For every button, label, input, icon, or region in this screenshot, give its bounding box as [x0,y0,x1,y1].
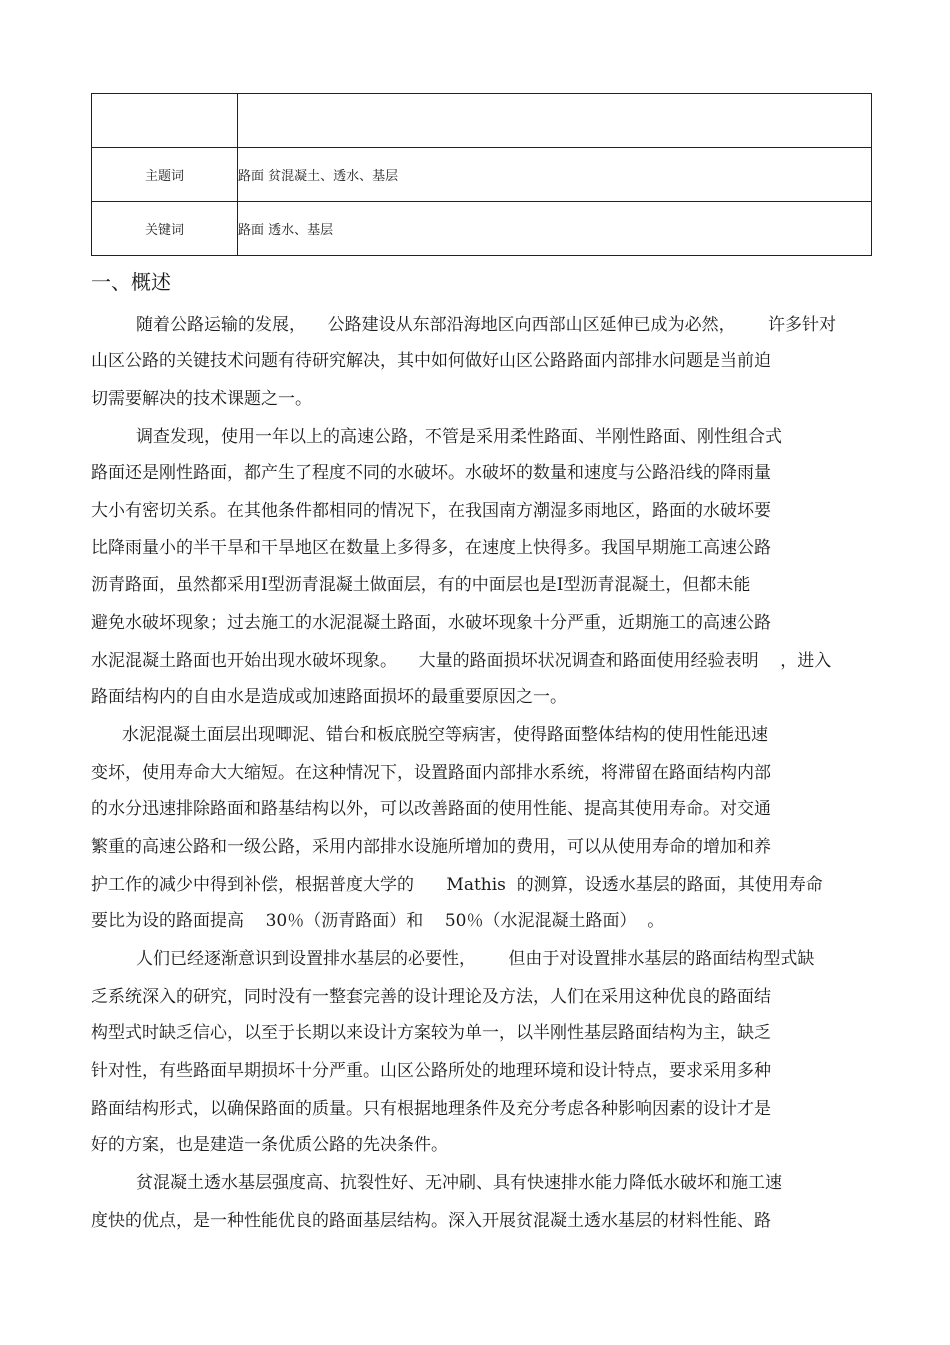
body-line: 繁重的高速公路和一级公路，采用内部排水设施所增加的费用，可以从使用寿命的增加和养 [91,837,771,857]
body-line: 调查发现，使用一年以上的高速公路，不管是采用柔性路面、半刚性路面、刚性组合式 [136,427,782,447]
section-heading: 一、概述 [91,270,171,294]
body-line: 水泥混凝土路面也开始出现水破坏现象。 大量的路面损坏状况调查和路面使用经验表明 ，进入 [91,651,832,671]
keywords-value: 路面 透水、基层 [238,202,872,256]
body-line: 随着公路运输的发展， 公路建设从东部沿海地区向西部山区延伸已成为必然， 许多针对 [136,315,837,335]
body-line: 水泥混凝土面层出现唧泥、错台和板底脱空等病害，使得路面整体结构的使用性能迅速 [122,725,768,745]
table-row [92,94,872,148]
body-line: 要比为设的路面提高 30％（沥青路面）和 50％（水泥混凝土路面） 。 [91,911,665,931]
body-line: 切需要解决的技术课题之一。 [91,389,312,409]
subject-words-value: 路面 贫混凝土、透水、基层 [238,148,872,202]
body-line: 好的方案，也是建造一条优质公路的先决条件。 [91,1135,448,1155]
body-line: 路面结构内的自由水是造成或加速路面损坏的最重要原因之一。 [91,687,567,707]
body-line: 护工作的减少中得到补偿，根据普度大学的 Mathis 的测算，设透水基层的路面，其使用寿命 [91,875,823,895]
table-cell-label [92,94,238,148]
body-line: 避免水破坏现象；过去施工的水泥混凝土路面，水破坏现象十分严重，近期施工的高速公路 [91,613,771,633]
keyword-table [91,93,872,256]
body-line: 贫混凝土透水基层强度高、抗裂性好、无冲刷、具有快速排水能力降低水破坏和施工速 [136,1173,782,1193]
subject-words-label: 主题词 [92,148,238,202]
body-line: 路面还是刚性路面，都产生了程度不同的水破坏。水破坏的数量和速度与公路沿线的降雨量 [91,463,771,483]
table-row [92,148,872,202]
body-line: 的水分迅速排除路面和路基结构以外，可以改善路面的使用性能、提高其使用寿命。对交通 [91,799,771,819]
body-line: 比降雨量小的半干旱和干旱地区在数量上多得多，在速度上快得多。我国早期施工高速公路 [91,538,771,558]
body-line: 大小有密切关系。在其他条件都相同的情况下，在我国南方潮湿多雨地区，路面的水破坏要 [91,501,771,521]
body-line: 路面结构形式，以确保路面的质量。只有根据地理条件及充分考虑各种影响因素的设计才是 [91,1099,771,1119]
keywords-label: 关键词 [92,202,238,256]
body-line: 度快的优点，是一种性能优良的路面基层结构。深入开展贫混凝土透水基层的材料性能、路 [91,1211,771,1231]
body-line: 变坏，使用寿命大大缩短。在这种情况下，设置路面内部排水系统，将滞留在路面结构内部 [91,763,771,783]
body-line: 构型式时缺乏信心，以至于长期以来设计方案较为单一，以半刚性基层路面结构为主，缺乏 [91,1023,771,1043]
table-cell-value [238,94,872,148]
body-line: 山区公路的关键技术问题有待研究解决，其中如何做好山区公路路面内部排水问题是当前迫 [91,351,771,371]
table-row [92,202,872,256]
body-line: 沥青路面，虽然都采用Ⅰ型沥青混凝土做面层，有的中面层也是Ⅰ型沥青混凝土，但都未能 [91,575,751,595]
body-line: 针对性，有些路面早期损坏十分严重。山区公路所处的地理环境和设计特点，要求采用多种 [91,1061,771,1081]
body-line: 乏系统深入的研究，同时没有一整套完善的设计理论及方法，人们在采用这种优良的路面结 [91,987,771,1007]
body-line: 人们已经逐渐意识到设置排水基层的必要性， 但由于对设置排水基层的路面结构型式缺 [136,949,815,969]
